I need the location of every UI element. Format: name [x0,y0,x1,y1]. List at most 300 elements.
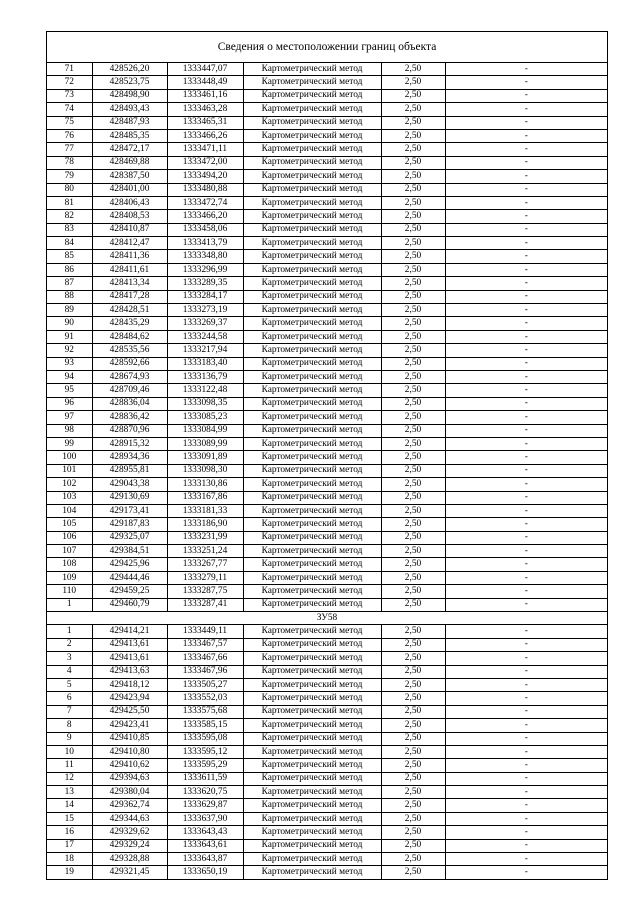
accuracy-cell: 2,50 [381,638,445,651]
point-number-cell: 92 [47,344,92,357]
method-cell: Картометрический метод [243,344,381,357]
x-coordinate-cell: 428417,28 [92,290,167,303]
method-cell: Картометрический метод [243,812,381,825]
method-cell: Картометрический метод [243,625,381,638]
accuracy-cell: 2,50 [381,170,445,183]
description-cell: - [445,571,607,584]
point-number-cell: 77 [47,143,92,156]
point-number-cell: 75 [47,116,92,129]
x-coordinate-cell: 429173,41 [92,504,167,517]
x-coordinate-cell: 429394,63 [92,772,167,785]
y-coordinate-cell: 1333472,74 [167,196,243,209]
method-cell: Картометрический метод [243,759,381,772]
y-coordinate-cell: 1333552,03 [167,692,243,705]
point-number-cell: 108 [47,558,92,571]
description-cell: - [445,116,607,129]
method-cell: Картометрический метод [243,504,381,517]
table-row [47,183,607,196]
method-cell: Картометрический метод [243,786,381,799]
table-row [47,518,607,531]
x-coordinate-cell: 428387,50 [92,170,167,183]
table-row [47,745,607,758]
table-row [47,143,607,156]
document-title: Сведения о местоположении границ объекта [47,32,607,63]
description-cell: - [445,103,607,116]
description-cell: - [445,263,607,276]
description-cell: - [445,330,607,343]
method-cell: Картометрический метод [243,143,381,156]
x-coordinate-cell: 428535,56 [92,344,167,357]
description-cell: - [445,277,607,290]
point-number-cell: 10 [47,745,92,758]
table-row [47,250,607,263]
table-row [47,652,607,665]
y-coordinate-cell: 1333284,17 [167,290,243,303]
x-coordinate-cell: 428435,29 [92,317,167,330]
accuracy-cell: 2,50 [381,424,445,437]
x-coordinate-cell: 428523,75 [92,76,167,89]
method-cell: Картометрический метод [243,330,381,343]
accuracy-cell: 2,50 [381,665,445,678]
description-cell: - [445,678,607,691]
accuracy-cell: 2,50 [381,866,445,879]
y-coordinate-cell: 1333167,86 [167,491,243,504]
x-coordinate-cell: 429418,12 [92,678,167,691]
description-cell: - [445,63,607,76]
accuracy-cell: 2,50 [381,625,445,638]
y-coordinate-cell: 1333458,06 [167,223,243,236]
table-row [47,826,607,839]
table-row [47,451,607,464]
method-cell: Картометрический метод [243,678,381,691]
point-number-cell: 3 [47,652,92,665]
table-row [47,464,607,477]
method-cell: Картометрический метод [243,116,381,129]
x-coordinate-cell: 428485,35 [92,129,167,142]
table-row [47,76,607,89]
table-row [47,317,607,330]
coordinates-table-body [47,63,607,879]
point-number-cell: 84 [47,237,92,250]
method-cell: Картометрический метод [243,451,381,464]
point-number-cell: 93 [47,357,92,370]
point-number-cell: 4 [47,665,92,678]
table-row [47,156,607,169]
method-cell: Картометрический метод [243,103,381,116]
method-cell: Картометрический метод [243,317,381,330]
description-cell: - [445,719,607,732]
x-coordinate-cell: 428836,04 [92,397,167,410]
description-cell: - [445,304,607,317]
description-cell: - [445,732,607,745]
y-coordinate-cell: 1333122,48 [167,384,243,397]
y-coordinate-cell: 1333637,90 [167,812,243,825]
description-cell: - [445,839,607,852]
accuracy-cell: 2,50 [381,545,445,558]
x-coordinate-cell: 429410,85 [92,732,167,745]
method-cell: Картометрический метод [243,839,381,852]
x-coordinate-cell: 428412,47 [92,237,167,250]
y-coordinate-cell: 1333467,66 [167,652,243,665]
y-coordinate-cell: 1333098,35 [167,397,243,410]
point-number-cell: 8 [47,719,92,732]
point-number-cell: 1 [47,625,92,638]
y-coordinate-cell: 1333287,75 [167,585,243,598]
table-row [47,210,607,223]
method-cell: Картометрический метод [243,585,381,598]
description-cell: - [445,772,607,785]
method-cell: Картометрический метод [243,478,381,491]
y-coordinate-cell: 1333348,80 [167,250,243,263]
method-cell: Картометрический метод [243,384,381,397]
coordinates-table [47,63,607,879]
x-coordinate-cell: 428406,43 [92,196,167,209]
x-coordinate-cell: 429414,21 [92,625,167,638]
x-coordinate-cell: 429329,24 [92,839,167,852]
x-coordinate-cell: 428410,87 [92,223,167,236]
x-coordinate-cell: 428413,34 [92,277,167,290]
point-number-cell: 94 [47,370,92,383]
y-coordinate-cell: 1333466,20 [167,210,243,223]
x-coordinate-cell: 428493,43 [92,103,167,116]
x-coordinate-cell: 429380,04 [92,786,167,799]
accuracy-cell: 2,50 [381,652,445,665]
description-cell: - [445,826,607,839]
x-coordinate-cell: 429413,61 [92,652,167,665]
accuracy-cell: 2,50 [381,210,445,223]
x-coordinate-cell: 429329,62 [92,826,167,839]
x-coordinate-cell: 429321,45 [92,866,167,879]
x-coordinate-cell: 428484,62 [92,330,167,343]
x-coordinate-cell: 429425,50 [92,705,167,718]
y-coordinate-cell: 1333461,16 [167,89,243,102]
x-coordinate-cell: 429187,83 [92,518,167,531]
accuracy-cell: 2,50 [381,129,445,142]
y-coordinate-cell: 1333413,79 [167,237,243,250]
point-number-cell: 11 [47,759,92,772]
method-cell: Картометрический метод [243,545,381,558]
x-coordinate-cell: 429410,62 [92,759,167,772]
x-coordinate-cell: 428915,32 [92,437,167,450]
table-row [47,357,607,370]
y-coordinate-cell: 1333269,37 [167,317,243,330]
description-cell: - [445,638,607,651]
method-cell: Картометрический метод [243,237,381,250]
point-number-cell: 106 [47,531,92,544]
method-cell: Картометрический метод [243,571,381,584]
y-coordinate-cell: 1333465,31 [167,116,243,129]
accuracy-cell: 2,50 [381,63,445,76]
section-header-row [47,612,607,625]
description-cell: - [445,451,607,464]
description-cell: - [445,745,607,758]
description-cell: - [445,665,607,678]
description-cell: - [445,464,607,477]
x-coordinate-cell: 428487,93 [92,116,167,129]
description-cell: - [445,89,607,102]
method-cell: Картометрический метод [243,732,381,745]
x-coordinate-cell: 429043,38 [92,478,167,491]
y-coordinate-cell: 1333084,99 [167,424,243,437]
description-cell: - [445,812,607,825]
table-row [47,63,607,76]
method-cell: Картометрический метод [243,76,381,89]
point-number-cell: 98 [47,424,92,437]
method-cell: Картометрический метод [243,772,381,785]
description-cell: - [445,223,607,236]
point-number-cell: 18 [47,853,92,866]
accuracy-cell: 2,50 [381,411,445,424]
y-coordinate-cell: 1333098,30 [167,464,243,477]
description-cell: - [445,786,607,799]
method-cell: Картометрический метод [243,598,381,611]
table-row [47,397,607,410]
table-row [47,263,607,276]
point-number-cell: 7 [47,705,92,718]
description-cell: - [445,143,607,156]
method-cell: Картометрический метод [243,129,381,142]
y-coordinate-cell: 1333643,87 [167,853,243,866]
description-cell: - [445,424,607,437]
method-cell: Картометрический метод [243,826,381,839]
method-cell: Картометрический метод [243,665,381,678]
method-cell: Картометрический метод [243,223,381,236]
point-number-cell: 104 [47,504,92,517]
accuracy-cell: 2,50 [381,518,445,531]
point-number-cell: 13 [47,786,92,799]
table-row [47,437,607,450]
x-coordinate-cell: 428411,36 [92,250,167,263]
description-cell: - [445,504,607,517]
description-cell: - [445,531,607,544]
point-number-cell: 101 [47,464,92,477]
accuracy-cell: 2,50 [381,598,445,611]
y-coordinate-cell: 1333181,33 [167,504,243,517]
x-coordinate-cell: 428870,96 [92,424,167,437]
x-coordinate-cell: 429423,41 [92,719,167,732]
table-row [47,585,607,598]
point-number-cell: 86 [47,263,92,276]
point-number-cell: 109 [47,571,92,584]
y-coordinate-cell: 1333279,11 [167,571,243,584]
table-row [47,772,607,785]
point-number-cell: 87 [47,277,92,290]
accuracy-cell: 2,50 [381,558,445,571]
x-coordinate-cell: 429413,61 [92,638,167,651]
table-row [47,665,607,678]
method-cell: Картометрический метод [243,692,381,705]
y-coordinate-cell: 1333595,08 [167,732,243,745]
method-cell: Картометрический метод [243,518,381,531]
point-number-cell: 85 [47,250,92,263]
accuracy-cell: 2,50 [381,277,445,290]
method-cell: Картометрический метод [243,304,381,317]
y-coordinate-cell: 1333287,41 [167,598,243,611]
table-row [47,344,607,357]
method-cell: Картометрический метод [243,531,381,544]
point-number-cell: 14 [47,799,92,812]
accuracy-cell: 2,50 [381,397,445,410]
y-coordinate-cell: 1333091,89 [167,451,243,464]
table-row [47,103,607,116]
x-coordinate-cell: 429444,46 [92,571,167,584]
table-row [47,625,607,638]
point-number-cell: 110 [47,585,92,598]
accuracy-cell: 2,50 [381,759,445,772]
table-row [47,866,607,879]
description-cell: - [445,196,607,209]
description-cell: - [445,344,607,357]
accuracy-cell: 2,50 [381,437,445,450]
table-row [47,304,607,317]
x-coordinate-cell: 429384,51 [92,545,167,558]
x-coordinate-cell: 428498,90 [92,89,167,102]
point-number-cell: 96 [47,397,92,410]
description-cell: - [445,853,607,866]
point-number-cell: 88 [47,290,92,303]
y-coordinate-cell: 1333620,75 [167,786,243,799]
method-cell: Картометрический метод [243,277,381,290]
x-coordinate-cell: 428592,66 [92,357,167,370]
accuracy-cell: 2,50 [381,786,445,799]
method-cell: Картометрический метод [243,464,381,477]
x-coordinate-cell: 429425,96 [92,558,167,571]
point-number-cell: 91 [47,330,92,343]
accuracy-cell: 2,50 [381,719,445,732]
method-cell: Картометрический метод [243,558,381,571]
description-cell: - [445,357,607,370]
description-cell: - [445,290,607,303]
point-number-cell: 19 [47,866,92,879]
point-number-cell: 97 [47,411,92,424]
description-cell: - [445,250,607,263]
description-cell: - [445,866,607,879]
y-coordinate-cell: 1333217,94 [167,344,243,357]
description-cell: - [445,652,607,665]
x-coordinate-cell: 428836,42 [92,411,167,424]
method-cell: Картометрический метод [243,719,381,732]
accuracy-cell: 2,50 [381,103,445,116]
accuracy-cell: 2,50 [381,451,445,464]
accuracy-cell: 2,50 [381,304,445,317]
point-number-cell: 102 [47,478,92,491]
x-coordinate-cell: 428526,20 [92,63,167,76]
coordinates-document [46,31,608,880]
table-row [47,719,607,732]
method-cell: Картометрический метод [243,263,381,276]
description-cell: - [445,237,607,250]
point-number-cell: 107 [47,545,92,558]
x-coordinate-cell: 428472,17 [92,143,167,156]
point-number-cell: 71 [47,63,92,76]
y-coordinate-cell: 1333449,11 [167,625,243,638]
method-cell: Картометрический метод [243,437,381,450]
x-coordinate-cell: 428709,46 [92,384,167,397]
accuracy-cell: 2,50 [381,705,445,718]
accuracy-cell: 2,50 [381,678,445,691]
y-coordinate-cell: 1333289,35 [167,277,243,290]
point-number-cell: 15 [47,812,92,825]
point-number-cell: 76 [47,129,92,142]
method-cell: Картометрический метод [243,63,381,76]
y-coordinate-cell: 1333448,49 [167,76,243,89]
description-cell: - [445,759,607,772]
description-cell: - [445,384,607,397]
description-cell: - [445,799,607,812]
description-cell: - [445,129,607,142]
y-coordinate-cell: 1333089,99 [167,437,243,450]
table-row [47,732,607,745]
description-cell: - [445,491,607,504]
accuracy-cell: 2,50 [381,156,445,169]
table-row [47,478,607,491]
x-coordinate-cell: 429130,69 [92,491,167,504]
accuracy-cell: 2,50 [381,745,445,758]
table-row [47,545,607,558]
y-coordinate-cell: 1333575,68 [167,705,243,718]
point-number-cell: 73 [47,89,92,102]
accuracy-cell: 2,50 [381,478,445,491]
accuracy-cell: 2,50 [381,839,445,852]
x-coordinate-cell: 429344,63 [92,812,167,825]
accuracy-cell: 2,50 [381,76,445,89]
y-coordinate-cell: 1333463,28 [167,103,243,116]
method-cell: Картометрический метод [243,638,381,651]
table-row [47,370,607,383]
accuracy-cell: 2,50 [381,531,445,544]
y-coordinate-cell: 1333494,20 [167,170,243,183]
table-row [47,678,607,691]
description-cell: - [445,210,607,223]
method-cell: Картометрический метод [243,491,381,504]
table-row [47,799,607,812]
table-row [47,786,607,799]
table-row [47,491,607,504]
section-title-cell: ЗУ58 [47,612,607,625]
description-cell: - [445,370,607,383]
method-cell: Картометрический метод [243,705,381,718]
accuracy-cell: 2,50 [381,464,445,477]
accuracy-cell: 2,50 [381,116,445,129]
table-row [47,598,607,611]
accuracy-cell: 2,50 [381,89,445,102]
table-row [47,853,607,866]
description-cell: - [445,156,607,169]
x-coordinate-cell: 428469,88 [92,156,167,169]
x-coordinate-cell: 428934,36 [92,451,167,464]
x-coordinate-cell: 429423,94 [92,692,167,705]
method-cell: Картометрический метод [243,745,381,758]
method-cell: Картометрический метод [243,89,381,102]
table-row [47,330,607,343]
y-coordinate-cell: 1333611,59 [167,772,243,785]
table-row [47,89,607,102]
table-row [47,277,607,290]
x-coordinate-cell: 429413,63 [92,665,167,678]
point-number-cell: 5 [47,678,92,691]
method-cell: Картометрический метод [243,250,381,263]
description-cell: - [445,625,607,638]
table-row [47,223,607,236]
point-number-cell: 100 [47,451,92,464]
y-coordinate-cell: 1333467,96 [167,665,243,678]
accuracy-cell: 2,50 [381,250,445,263]
table-row [47,558,607,571]
x-coordinate-cell: 428674,93 [92,370,167,383]
description-cell: - [445,437,607,450]
point-number-cell: 80 [47,183,92,196]
point-number-cell: 89 [47,304,92,317]
